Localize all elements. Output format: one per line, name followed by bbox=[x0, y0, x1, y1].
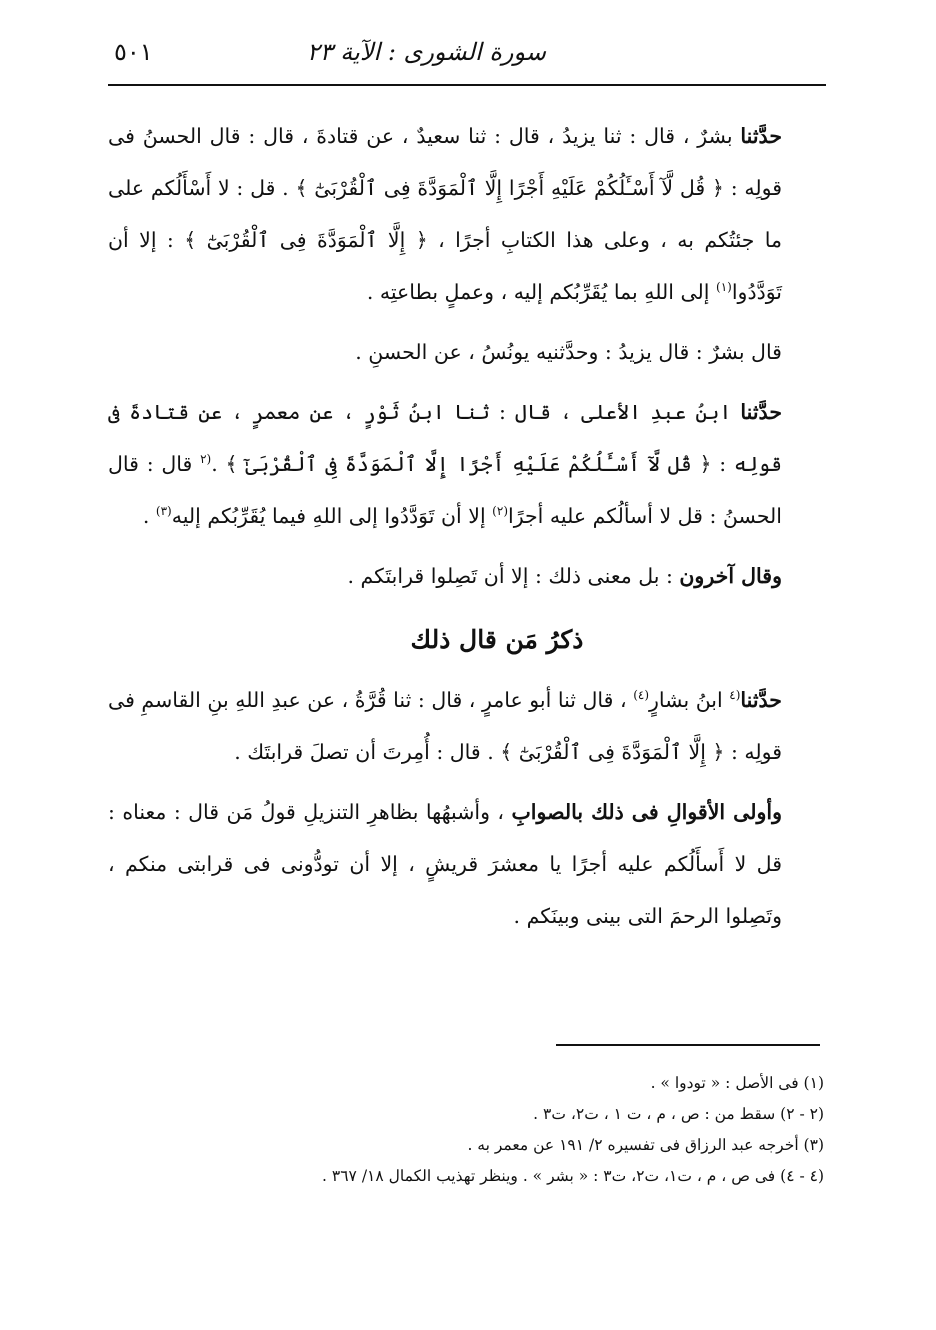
paragraph-text: ، قال ثنا أبو عامرٍ ، قال : ثنا قُرَّةُ ، عن عبدِ اللهِ بنِ القاسمِ فى قولِه : ﴿ إِلَّا ٱلْمَوَدَّةَ فِى ٱلْقُرْبَىٰٓ ﴾ . قال : أُمِرتَ أن تصلَ قرابتَك . bbox=[108, 688, 782, 764]
main-text bbox=[108, 110, 826, 950]
footnote-ref: (٢ bbox=[200, 452, 212, 467]
footnote-ref: (٤) bbox=[633, 688, 650, 703]
paragraph-text: ابنُ بشارٍ bbox=[649, 688, 730, 712]
paragraph-4 bbox=[108, 550, 826, 602]
footnote-3: (٣) أخرجه عبد الرزاق فى تفسيره ٢/ ١٩١ عن معمر به . bbox=[467, 1136, 824, 1154]
section-heading: ذكرُ مَن قال ذلك bbox=[410, 625, 584, 654]
paragraph-lead: حدَّثنا bbox=[740, 400, 782, 424]
paragraph-text: ابنُ عبدِ الأعلى ، قال : ثنا ابنُ ثَوْرٍ ، عن معمرٍ ، عن قتادةَ فى قولِه : ﴿ قُل لَّآ أَسْـَٔلُكُمْ عَلَيْهِ أَجْرًا إِلَّا ٱلْمَوَدَّةَ فِى ٱلْقُرْبَىٰٓ ﴾ . bbox=[108, 400, 782, 476]
paragraph-lead: وقال آخرون bbox=[679, 564, 782, 588]
paragraph-2 bbox=[108, 326, 826, 378]
paragraph-text: قال : قال الحسنُ : قل لا أسألُكم عليه أجرًا bbox=[108, 452, 782, 528]
paragraph-lead: حدَّثنا bbox=[740, 688, 782, 712]
footnote-ref: (٢) bbox=[492, 504, 508, 519]
paragraph-6 bbox=[108, 786, 826, 942]
footnote-rule bbox=[556, 1044, 820, 1046]
paragraph-3 bbox=[108, 386, 826, 542]
paragraph-text: قال بشرٌ : قال يزيدُ : وحدَّثنيه يونُسُ ، عن الحسنِ . bbox=[355, 340, 782, 364]
footnotes bbox=[108, 1068, 824, 1192]
running-title: سورة الشورى : الآية ٢٣ bbox=[306, 38, 546, 66]
footnote-ref: (٣) bbox=[155, 504, 172, 519]
paragraph-1 bbox=[108, 110, 826, 318]
paragraph-lead: وأولى الأقوالِ فى ذلك بالصوابِ bbox=[511, 800, 782, 824]
footnote-ref: (٤ bbox=[729, 688, 741, 703]
page-number: ٥٠١ bbox=[114, 38, 153, 66]
paragraph-lead: حدَّثنا bbox=[740, 124, 782, 148]
footnote-ref: (١) bbox=[716, 280, 732, 295]
footnote-4: (٤ - ٤) فى ص ، م ، ت١، ت٢، ت٣ : « بشر » . وينظر تهذيب الكمال ١٨/ ٣٦٧ . bbox=[322, 1167, 824, 1185]
paragraph-text: : بل معنى ذلك : إلا أن تَصِلوا قرابتَكم . bbox=[347, 564, 680, 588]
paragraph-text: . bbox=[142, 504, 156, 528]
footnote-1: (١) فى الأصل : « تودوا » . bbox=[650, 1074, 824, 1092]
paragraph-text: ، وأشبهُها بظاهرِ التنزيلِ قولُ مَن قال : معناه : قل لا أَسأَلُكم عليه أجرًا يا معشرَ قريشٍ ، إلا أن تودُّونى فى قرابتى منكم ، وتَصِلوا الرحمَ التى بينى وبينَكم . bbox=[108, 800, 782, 928]
footnote-2: (٢ - ٢) سقط من : ص ، م ، ت ١ ، ت٢، ت٣ . bbox=[533, 1105, 824, 1123]
page-header bbox=[108, 30, 826, 80]
paragraph-text: إلى اللهِ بما يُقَرِّبُكم إليه ، وعملٍ بطاعتِه . bbox=[366, 280, 717, 304]
paragraph-text: إلا أن تَوَدَّدُوا إلى اللهِ فيما يُقَرِّبُكم إليه bbox=[171, 504, 493, 528]
paragraph-5 bbox=[108, 674, 826, 778]
header-rule bbox=[108, 84, 826, 86]
paragraph-text: بشرٌ ، قال : ثنا يزيدُ ، قال : ثنا سعيدٌ ، عن قتادةَ ، قال : قال الحسنُ فى قولِه : ﴿ قُل لَّآ أَسْـَٔلُكُمْ عَلَيْهِ أَجْرًا إِلَّا ٱلْمَوَدَّةَ فِى ٱلْقُرْبَىٰٓ ﴾ . قل : لا أَسْأَلُكم على ما جئتُكم به ، وعلى هذا الكتابِ أجرًا ، ﴿ إِلَّا ٱلْمَوَدَّةَ فِى ٱلْقُرْبَىٰٓ ﴾ : إلا أن تَوَدَّدُوا bbox=[108, 124, 782, 304]
